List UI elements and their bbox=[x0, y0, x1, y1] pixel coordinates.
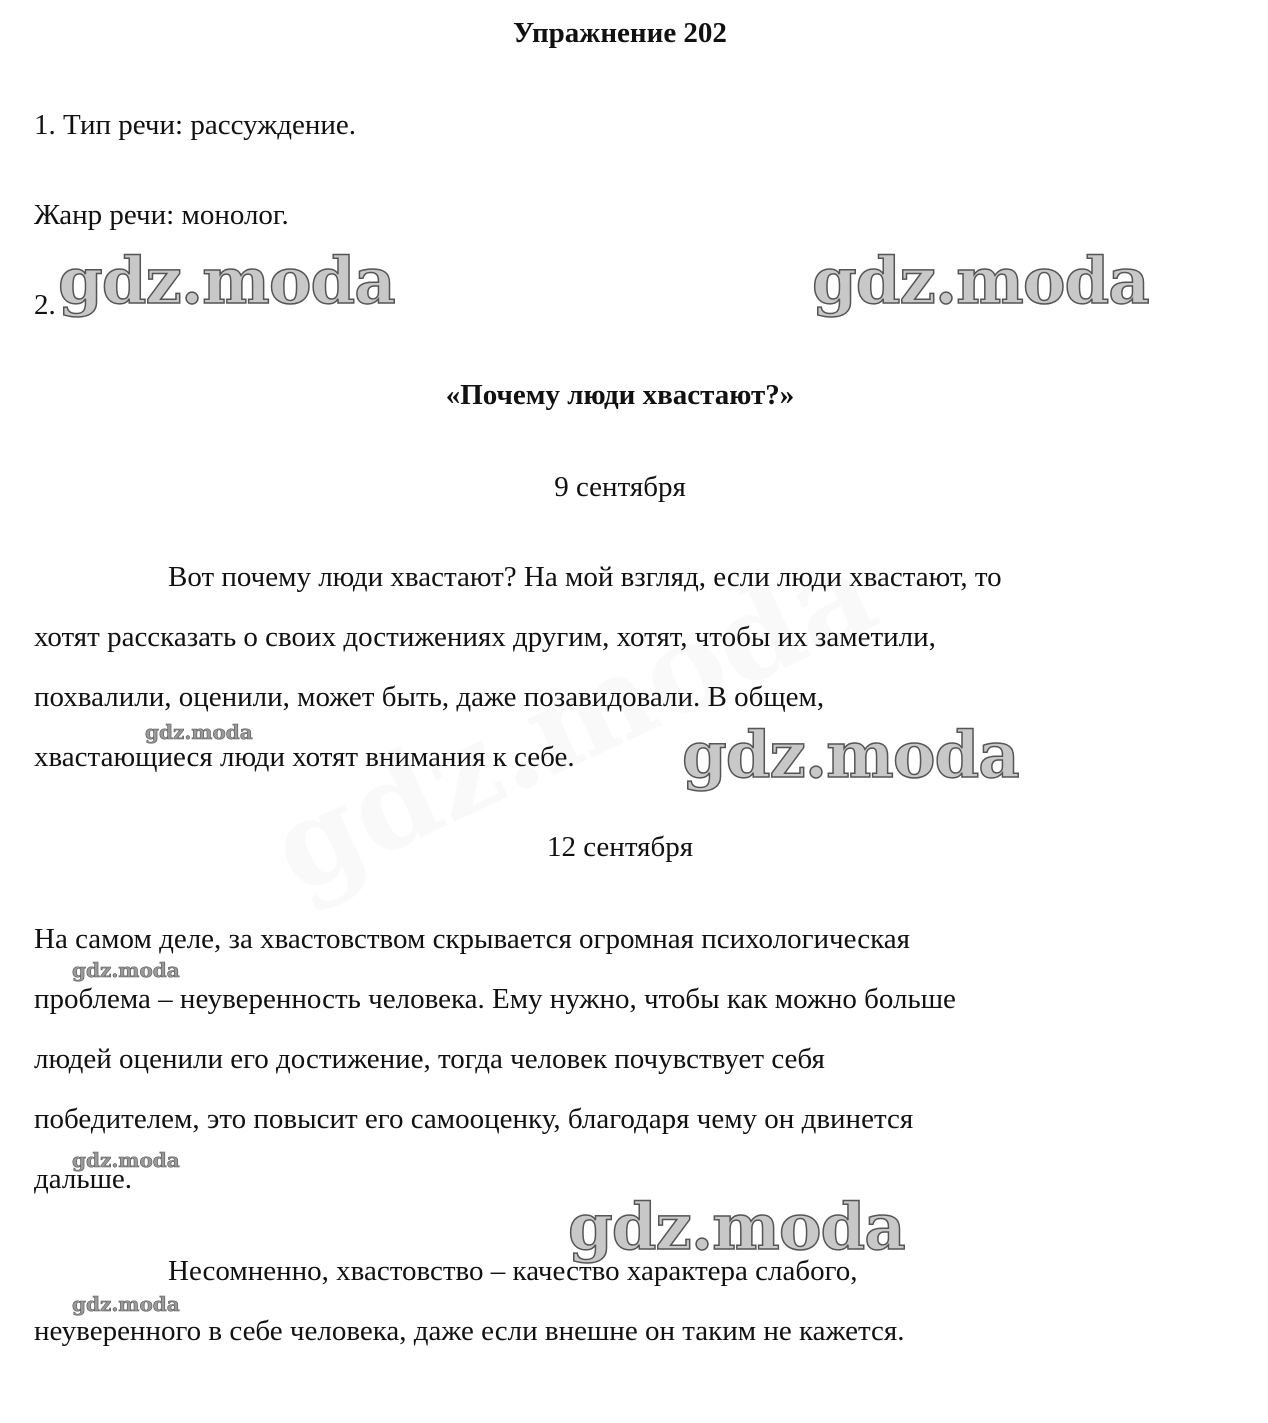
paragraph-line: победителем, это повысит его самооценку, благодаря чему он двинется bbox=[34, 1103, 914, 1135]
paragraph-line: неуверенного в себе человека, даже если внешне он таким не кажется. bbox=[34, 1315, 905, 1347]
paragraph-line: Вот почему люди хвастают? На мой взгляд, если люди хвастают, то bbox=[168, 561, 1002, 593]
watermark-small: gdz.moda bbox=[72, 1292, 180, 1316]
paragraph-line: проблема – неуверенность человека. Ему нужно, чтобы как можно больше bbox=[34, 983, 956, 1015]
entry-date: 9 сентября bbox=[554, 471, 686, 503]
task-2-number: 2. bbox=[34, 289, 56, 321]
watermark-small: gdz.moda bbox=[72, 1148, 180, 1172]
paragraph-line: На самом деле, за хвастовством скрывается огромная психологическая bbox=[34, 923, 910, 955]
paragraph-line: дальше. bbox=[34, 1163, 133, 1195]
paragraph-line: людей оценили его достижение, тогда человек почувствует себя bbox=[34, 1043, 825, 1075]
genre-of-speech: Жанр речи: монолог. bbox=[34, 199, 289, 231]
watermark-logo: gdz.moda bbox=[812, 244, 1149, 319]
watermark-small: gdz.moda bbox=[72, 958, 180, 982]
watermark-small: gdz.moda bbox=[145, 720, 253, 744]
essay-title: «Почему люди хвастают?» bbox=[445, 379, 795, 411]
paragraph-line: хотят рассказать о своих достижениях другим, хотят, чтобы их заметили, bbox=[34, 621, 936, 653]
paragraph-line: Несомненно, хвастовство – качество характера слабого, bbox=[168, 1255, 858, 1287]
type-of-speech: 1. Тип речи: рассуждение. bbox=[34, 109, 357, 141]
page-title: Упражнение 202 bbox=[513, 17, 727, 49]
paragraph-line: похвалили, оценили, может быть, даже позавидовали. В общем, bbox=[34, 681, 825, 713]
watermark-logo: gdz.moda bbox=[58, 244, 395, 319]
paragraph-line: хвастающиеся люди хотят внимания к себе. bbox=[34, 741, 575, 773]
watermark-logo: gdz.moda bbox=[568, 1190, 905, 1265]
watermark-logo: gdz.moda bbox=[682, 718, 1019, 793]
entry-date: 12 сентября bbox=[546, 831, 694, 863]
